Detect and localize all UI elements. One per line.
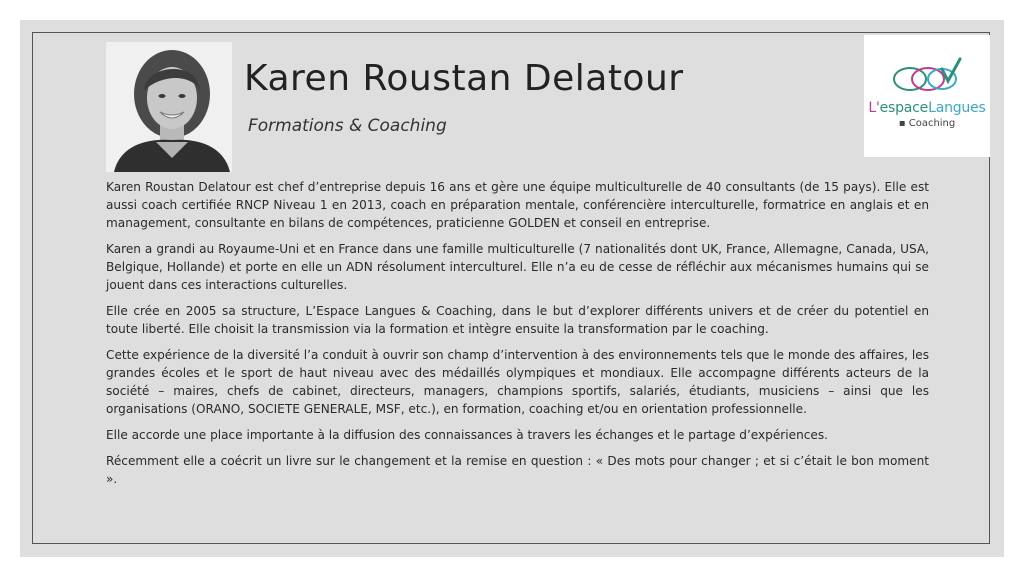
bio-paragraph: Récemment elle a coécrit un livre sur le changement et la remise en question : « Des mots pour changer ; et si c’était le bon moment ». xyxy=(106,454,929,486)
page-title: Karen Roustan Delatour xyxy=(244,58,684,99)
logo-wordmark-part3: Langues xyxy=(928,100,986,116)
portrait-photo xyxy=(106,42,232,172)
slide xyxy=(20,20,1004,557)
speech-bubbles-icon xyxy=(890,55,964,97)
logo-wordmark xyxy=(864,100,990,116)
page-subtitle: Formations & Coaching xyxy=(248,116,447,136)
logo-wordmark-part1: L' xyxy=(868,100,880,116)
bio-paragraph: Karen Roustan Delatour est chef d’entreprise depuis 16 ans et gère une équipe multiculturelle de 40 consultants (de 15 pays). Elle est aussi coach certifiée RNCP Niveau 1 en 2013, coach en préparation mentale, conférencière interculturelle, formatrice en anglais et en management, consultante en bilans de compétences, praticienne GOLDEN et conseil en entreprise. xyxy=(106,180,929,230)
logo-sub-text: Coaching xyxy=(908,118,956,129)
logo-subtitle: ▪ Coaching xyxy=(898,118,956,129)
bio-paragraph: Elle accorde une place importante à la diffusion des connaissances à travers les échanges et le partage d’expériences. xyxy=(106,428,828,442)
espace-langues-logo xyxy=(864,35,990,157)
bio-paragraph: Elle crée en 2005 sa structure, L’Espace Langues & Coaching, dans le but d’explorer différents univers et de créer du potentiel en toute liberté. Elle choisit la transmission via la formation et intègre ensuite la transformation par le coaching. xyxy=(106,304,929,336)
bio-text xyxy=(106,178,929,496)
bio-paragraph: Cette expérience de la diversité l’a conduit à ouvrir son champ d’intervention à des environnements tels que le monde des affaires, les grandes écoles et le sport de haut niveau avec des médaillés olympiques et mondiaux. Elle accompagne différents acteurs de la société – maires, chefs de cabinet, directeurs, managers, champions sportifs, salariés, étudiants, musiciens – ainsi que les organisations (ORANO, SOCIETE GENERALE, MSF, etc.), en formation, coaching et/ou en orientation professionnelle. xyxy=(106,348,929,416)
bio-paragraph: Karen a grandi au Royaume-Uni et en France dans une famille multiculturelle (7 nationalités dont UK, France, Allemagne, Canada, USA, Belgique, Hollande) et porte en elle un ADN résolument interculturel. Elle n’a eu de cesse de réfléchir aux mécanismes humains qui se jouent dans ces interactions culturelles. xyxy=(106,242,929,292)
logo-wordmark-part2: espace xyxy=(879,100,929,116)
